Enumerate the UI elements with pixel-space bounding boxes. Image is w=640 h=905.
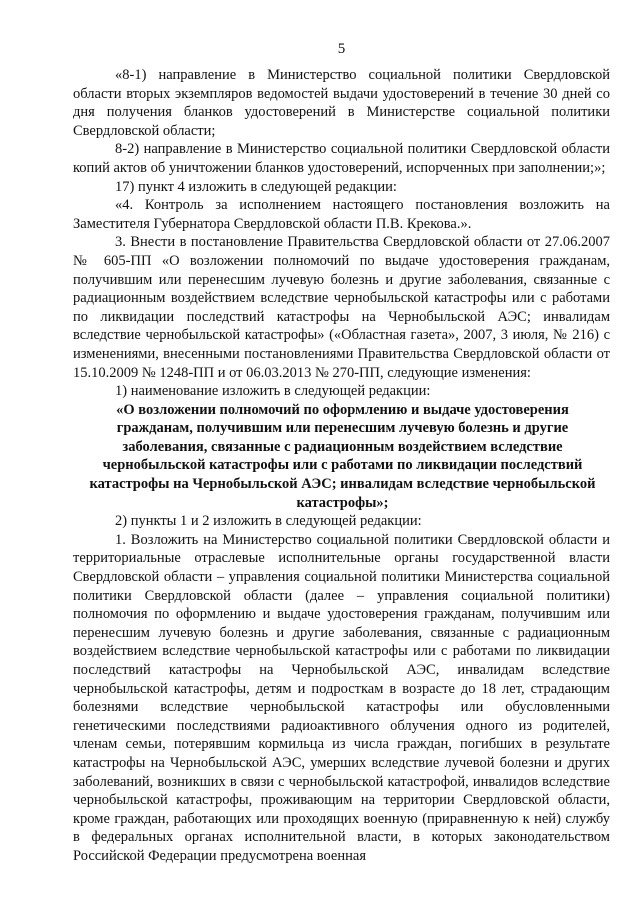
paragraph-item-17: 17) пункт 4 изложить в следующей редакции: <box>115 178 397 195</box>
paragraph-8-1: «8-1) направление в Министерство социальной политики Свердловской области вторых экземпляров ведомостей выдачи удостоверений в течение 30 дней со дня получения бланков удостоверений в Министерстве социальной политики Свердловской области; <box>73 67 610 139</box>
paragraph-item-2: 2) пункты 1 и 2 изложить в следующей редакции: <box>115 513 422 530</box>
page-number: 5 <box>337 41 346 57</box>
paragraph-control-clause: «4. Контроль за исполнением настоящего постановления возложить на Заместителя Губернатора Свердловской области П.В. Крекова.». <box>73 197 610 232</box>
paragraph-item-1: 1) наименование изложить в следующей редакции: <box>115 383 431 400</box>
new-title-heading: «О возложении полномочий по оформлению и выдаче удостоверения гражданам, получившим или перенесшим лучевую болезнь и другие заболевания, связанные с радиационным воздействием вследствие чернобыльской катастрофы или с работами по ликвидации последствий катастрофы на Чернобыльской АЭС; инвалидам вследствие чернобыльской катастрофы»; <box>89 401 596 511</box>
paragraph-section-3: 3. Внести в постановление Правительства Свердловской области от 27.06.2007 № 605-ПП «О возложении полномочий по выдаче удостоверения гражданам, получившим или перенесшим лучевую болезнь и другие заболевания, связанные с радиационным воздействием вследствие чернобыльской катастрофы или с работами по ликвидации последствий катастрофы на Чернобыльской АЭС; инвалидам вследствие чернобыльской катастрофы» («Областная газета», 2007, 3 июля, № 216) с изменениями, внесенными постановлениями Правительства Свердловской области от 15.10.2009 № 1248-ПП и от 06.03.2013 № 270-ПП, следующие изменения: <box>73 234 610 381</box>
paragraph-8-2: 8-2) направление в Министерство социальной политики Свердловской области копий актов об уничтожении бланков удостоверений, испорченных при заполнении;»; <box>73 141 610 176</box>
paragraph-clause-1: 1. Возложить на Министерство социальной политики Свердловской области и территориальные отраслевые исполнительные органы государственной власти Свердловской области – управления социальной политики Министерства социальной политики Свердловской области (далее – управления социальной политики) полномочия по оформлению и выдаче удостоверения гражданам, получившим или перенесшим лучевую болезнь и другие заболевания, связанные с радиационным воздействием вследствие чернобыльской катастрофы или с работами по ликвидации последствий катастрофы на Чернобыльской АЭС, инвалидам вследствие чернобыльской катастрофы, детям и подросткам в возрасте до 18 лет, страдающим болезнями вследствие чернобыльской катастрофы или обусловленными генетическими последствиями радиоактивного облучения одного из родителей, членам семьи, потерявшим кормильца из числа граждан, погибших в результате катастрофы на Чернобыльской АЭС, умерших вследствие лучевой болезни и других заболеваний, возникших в связи с чернобыльской катастрофой, инвалидов вследствие чернобыльской катастрофы, проживающим на территории Свердловской области, кроме граждан, работающих или проходящих военную (приравненную к ней) службу в федеральных органах исполнительной власти, в которых законодательством Российской Федерации предусмотрена военная <box>73 531 610 864</box>
